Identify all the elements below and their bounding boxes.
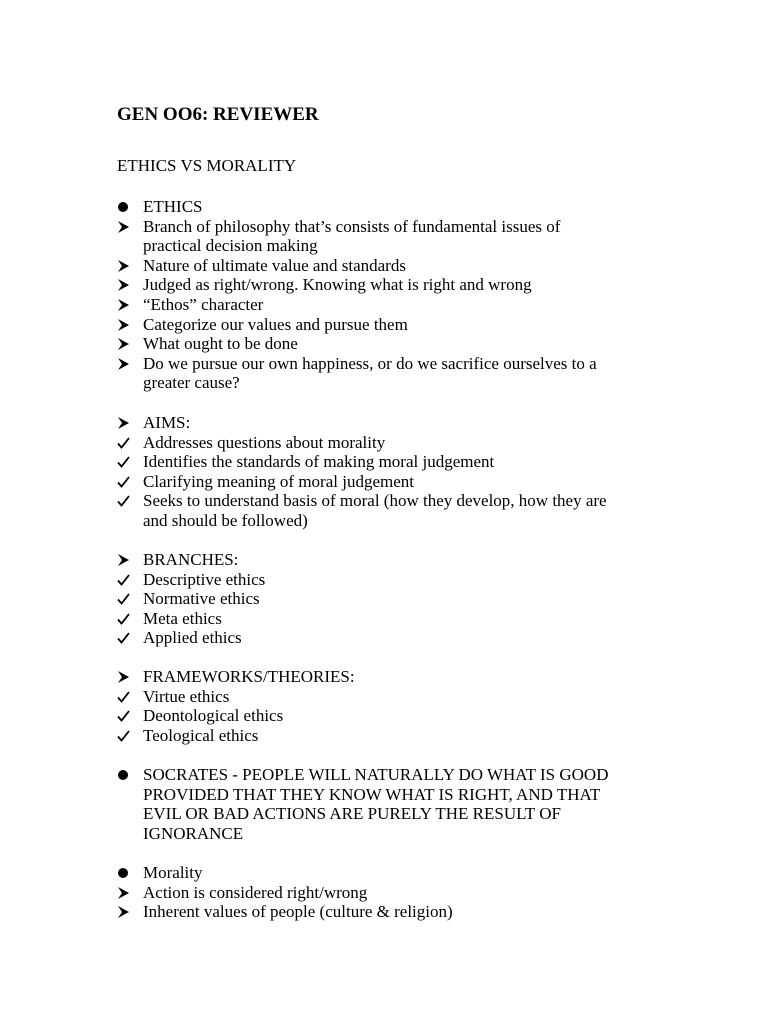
ethics-point: Do we pursue our own happiness, or do we sacrifice ourselves to a [117, 354, 657, 374]
ethics-point: Categorize our values and pursue them [117, 315, 657, 335]
filled-circle-bullet-icon [118, 868, 128, 878]
socrates-quote-line: IGNORANCE [143, 823, 244, 843]
branches-item: Descriptive ethics [117, 570, 657, 590]
ethics-point: “Ethos” character [117, 295, 657, 315]
ethics-section [117, 197, 657, 393]
aims-item: Seeks to understand basis of moral (how they develop, how they are [117, 491, 657, 511]
filled-circle-bullet-icon [118, 770, 128, 780]
branches-item: Meta ethics [117, 609, 657, 629]
morality-point: Action is considered right/wrong [117, 883, 657, 903]
aims-item: Identifies the standards of making moral judgement [117, 452, 657, 472]
ethics-point-continuation: practical decision making [143, 236, 318, 256]
aims-heading: AIMS: [117, 413, 657, 433]
frameworks-item: Virtue ethics [117, 687, 657, 707]
filled-circle-bullet-icon [118, 202, 128, 212]
branches-item: Normative ethics [117, 589, 657, 609]
document-subtitle: ETHICS VS MORALITY [117, 156, 297, 175]
ethics-heading: ETHICS [117, 197, 657, 217]
aims-item: Clarifying meaning of moral judgement [117, 472, 657, 492]
socrates-quote-line: SOCRATES - PEOPLE WILL NATURALLY DO WHAT IS GOOD [117, 765, 657, 785]
morality-section [117, 863, 657, 922]
ethics-point: Judged as right/wrong. Knowing what is right and wrong [117, 275, 657, 295]
ethics-point-continuation: greater cause? [143, 373, 240, 393]
socrates-quote-line: PROVIDED THAT THEY KNOW WHAT IS RIGHT, AND THAT [143, 784, 601, 804]
frameworks-item: Deontological ethics [117, 706, 657, 726]
socrates-section [117, 765, 657, 843]
ethics-point: Branch of philosophy that’s consists of fundamental issues of [117, 217, 657, 237]
document-title: GEN OO6: REVIEWER [117, 104, 319, 125]
frameworks-section [117, 667, 657, 745]
morality-heading: Morality [117, 863, 657, 883]
branches-section [117, 550, 657, 648]
aims-section [117, 413, 657, 531]
frameworks-heading: FRAMEWORKS/THEORIES: [117, 667, 657, 687]
branches-item: Applied ethics [117, 628, 657, 648]
ethics-point: Nature of ultimate value and standards [117, 256, 657, 276]
branches-heading: BRANCHES: [117, 550, 657, 570]
socrates-quote-line: EVIL OR BAD ACTIONS ARE PURELY THE RESULT OF [143, 804, 561, 824]
morality-point: Inherent values of people (culture & religion) [117, 902, 657, 922]
ethics-point: What ought to be done [117, 334, 657, 354]
frameworks-item: Teological ethics [117, 726, 657, 746]
aims-item: Addresses questions about morality [117, 433, 657, 453]
aims-item-continuation: and should be followed) [143, 510, 308, 530]
